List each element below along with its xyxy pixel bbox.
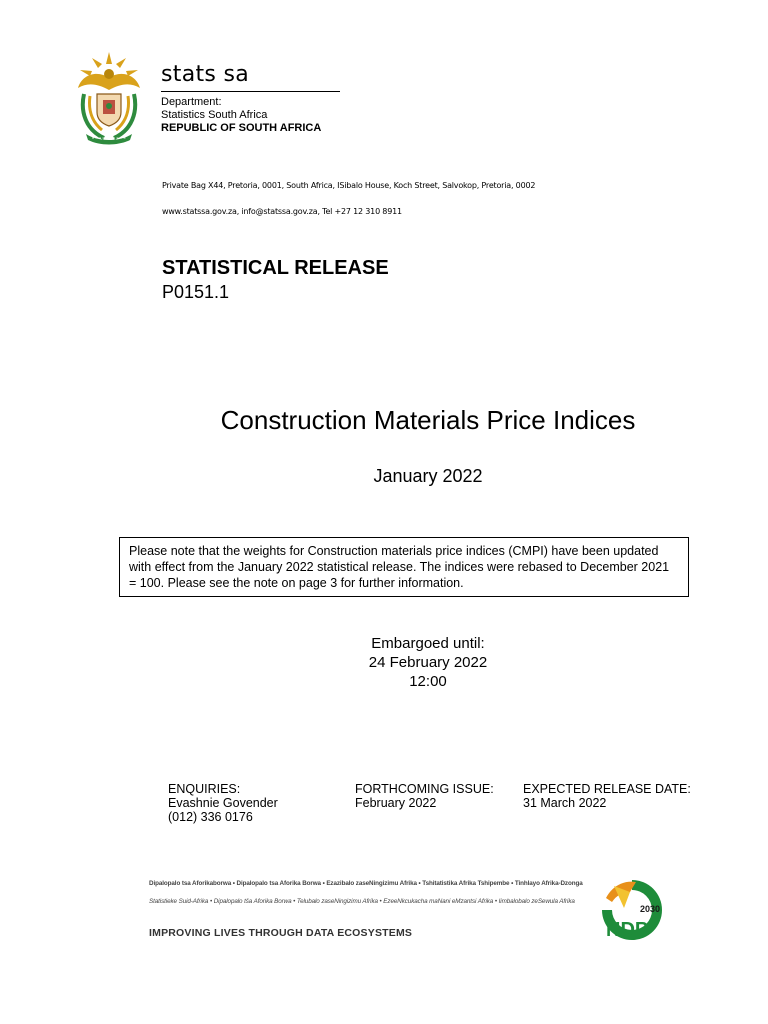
embargo-block <box>0 634 768 691</box>
embargo-time: 12:00 <box>409 673 447 690</box>
department-block <box>161 96 321 135</box>
country-name: REPUBLIC OF SOUTH AFRICA <box>161 122 322 134</box>
ndp-text: NDP <box>606 919 649 941</box>
brand-divider <box>161 91 340 92</box>
release-date-block <box>523 782 691 810</box>
enquiries-phone: (012) 336 0176 <box>168 810 253 824</box>
release-date-value: 31 March 2022 <box>523 796 607 810</box>
document-period: January 2022 <box>373 466 483 486</box>
release-label: STATISTICAL RELEASE <box>162 257 389 279</box>
ndp-2030-logo <box>600 878 664 942</box>
release-code: P0151.1 <box>162 282 230 302</box>
department-name: Statistics South Africa <box>161 109 268 121</box>
ndp-year: 2030 <box>640 904 661 914</box>
notice-box <box>119 537 689 597</box>
footer-slogan: IMPROVING LIVES THROUGH DATA ECOSYSTEMS <box>149 927 413 939</box>
forthcoming-label: FORTHCOMING ISSUE: <box>355 782 494 796</box>
enquiries-block <box>168 782 278 824</box>
embargo-date: 24 February 2022 <box>368 654 488 671</box>
coat-of-arms-logo <box>70 50 148 146</box>
contact-details: www.statssa.gov.za, info@statssa.gov.za, Tel +27 12 310 8911 <box>162 207 402 216</box>
department-label: Department: <box>161 96 222 108</box>
document-title: Construction Materials Price Indices <box>220 405 636 435</box>
release-date-label: EXPECTED RELEASE DATE: <box>523 782 691 796</box>
enquiries-label: ENQUIRIES: <box>168 782 241 796</box>
forthcoming-value: February 2022 <box>355 796 437 810</box>
footer-languages-line-1: Dipalopalo tsa Aforikaborwa • Dipalopalo tsa Aforika Borwa • Ezazibalo zaseNingizimu Afrika • Tshitatistika Afrika Tshipembe • Tinhlayo Afrika-Dzonga <box>149 880 583 887</box>
postal-address: Private Bag X44, Pretoria, 0001, South Africa, ISibalo House, Koch Street, Salvokop, Pretoria, 0002 <box>162 181 536 190</box>
enquiries-name: Evashnie Govender <box>168 796 278 810</box>
brand-name: stats sa <box>161 62 249 87</box>
forthcoming-issue-block <box>355 782 494 810</box>
embargo-label: Embargoed until: <box>371 635 485 652</box>
notice-text: Please note that the weights for Construction materials price indices (CMPI) have been updated with effect from the January 2022 statistical release. The indices were rebased to December 2021 = 100. Please see the note on page 3 for further information. <box>129 544 670 590</box>
footer-languages-line-2: Statistieke Suid-Afrika • Dipalopalo tša Aforika Borwa • Telubalo zaseNingizimu Afrika • EzeeNkcukacha maNani eMzantsi Afrika • Iimbalobalo zeSewula Afrika <box>149 898 575 905</box>
